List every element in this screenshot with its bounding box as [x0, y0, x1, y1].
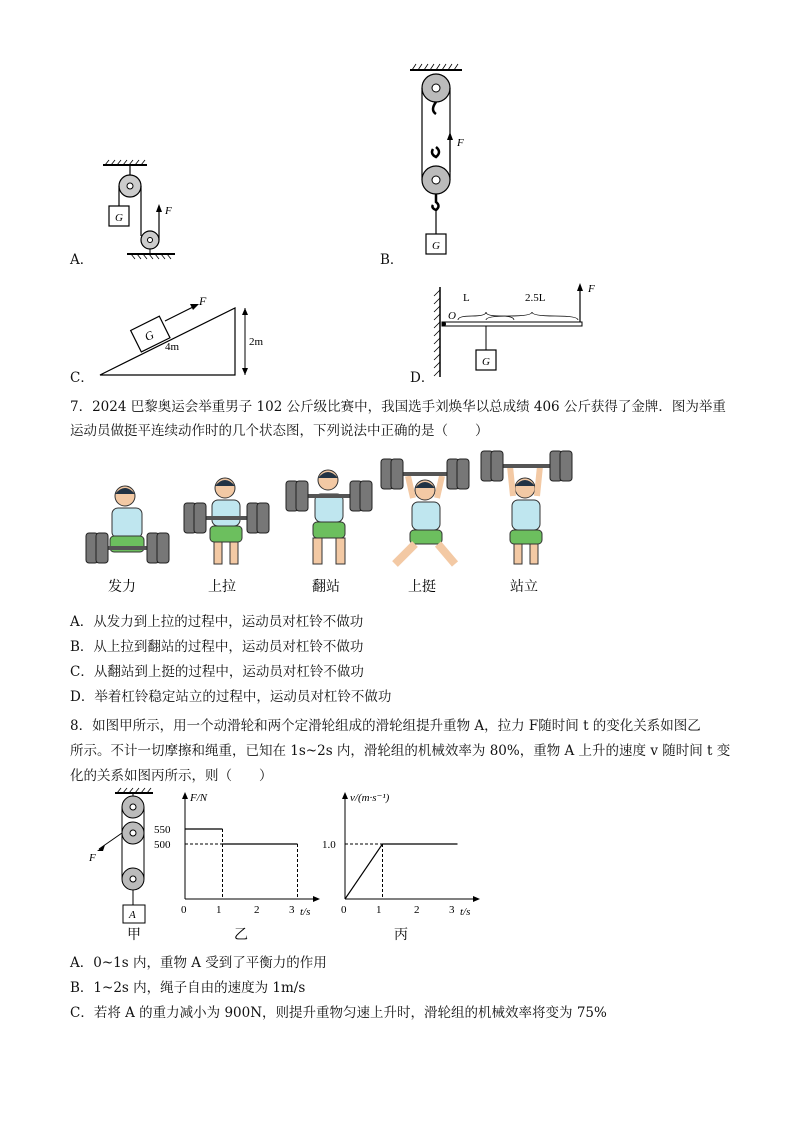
x-tick-label: 0: [181, 904, 187, 916]
force-label: F: [588, 283, 595, 295]
weight-label: G: [142, 327, 157, 344]
stage-fali-figure: [86, 486, 169, 595]
weight-label: G: [482, 356, 490, 368]
figure-q6-b: [400, 62, 490, 262]
option-label-b: B．: [380, 252, 404, 268]
force-arrow-icon: [97, 845, 105, 851]
stage-label: 站立: [510, 579, 538, 595]
x-tick-label: 2: [254, 904, 260, 916]
force-arrow-icon: [577, 283, 583, 291]
chart-q8-yi: [150, 787, 325, 942]
y-axis-label: F/N: [190, 792, 208, 804]
weight-label: G: [115, 212, 123, 224]
q8-option-b: B．1~2s 内，绳子自由的速度为 1m/s: [70, 980, 306, 996]
q7-option-a: A．从发力到上拉的过程中，运动员对杠铃不做功: [70, 614, 364, 630]
long-arm-label: 2.5L: [525, 292, 546, 304]
chart-q8-bing: [320, 787, 490, 942]
figure-q6-d: [430, 282, 605, 382]
x-tick-label: 3: [289, 904, 295, 916]
weightlifting-stages-figure: [80, 448, 580, 598]
q8-stem-line2: 所示。不计一切摩擦和绳重，已知在 1s~2s 内，滑轮组的机械效率为 80%，重物 A 上升的速度 v 随时间 t 变: [70, 743, 731, 759]
series-line: [345, 844, 383, 899]
option-label-d: D．: [410, 370, 435, 386]
slope-length-label: 4m: [165, 341, 180, 353]
force-label: F: [165, 205, 172, 217]
q8-stem-line3: 化的关系如图丙所示，则（ ）: [70, 768, 273, 784]
q7-option-c: C．从翻站到上挺的过程中，运动员对杠铃不做功: [70, 664, 364, 680]
force-label: F: [457, 137, 464, 149]
x-axis-label: t/s: [300, 906, 311, 918]
figure-caption: 乙: [234, 927, 248, 942]
height-label: 2m: [249, 336, 264, 348]
q7-option-b: B．从上拉到翻站的过程中，运动员对杠铃不做功: [70, 639, 364, 655]
force-label: F: [89, 852, 96, 864]
stage-fanzhan-figure: [286, 470, 372, 595]
q7-stem-line1: 7．2024 巴黎奥运会举重男子 102 公斤级比赛中，我国选手刘焕华以总成绩 406 公斤获得了金牌．图为举重: [70, 399, 726, 415]
q8-stem-line1: 8．如图甲所示，用一个动滑轮和两个定滑轮组成的滑轮组提升重物 A，拉力 F随时间 t 的变化关系如图乙: [70, 718, 701, 734]
force-arrow-icon: [156, 204, 162, 212]
option-label-c: C．: [70, 370, 94, 386]
figure-caption: 丙: [394, 927, 408, 942]
y-axis-label: v/(m·s⁻¹): [350, 792, 390, 804]
stage-label: 发力: [108, 579, 136, 595]
stage-shangting-figure: [381, 459, 469, 595]
y-tick-label: 500: [154, 839, 171, 851]
stage-label: 上挺: [408, 579, 436, 595]
force-arrow-icon: [190, 304, 199, 310]
stage-label: 翻站: [312, 579, 340, 595]
q7-option-d: D．举着杠铃稳定站立的过程中，运动员对杠铃不做功: [70, 689, 392, 705]
pivot-label: O: [448, 310, 456, 322]
x-tick-label: 0: [341, 904, 347, 916]
stage-zhanli-figure: [481, 451, 572, 595]
q8-option-c: C．若将 A 的重力减小为 900N，则提升重物匀速上升时，滑轮组的机械效率将变为 75%: [70, 1005, 607, 1021]
weight-label: G: [432, 240, 440, 252]
x-axis-label: t/s: [460, 906, 471, 918]
y-tick-label: 550: [154, 824, 171, 836]
x-tick-label: 1: [216, 904, 222, 916]
stage-shangla-figure: [184, 478, 269, 595]
q8-option-a: A．0~1s 内，重物 A 受到了平衡力的作用: [70, 955, 327, 971]
x-tick-label: 3: [449, 904, 455, 916]
force-label: F: [199, 294, 207, 308]
x-tick-label: 2: [414, 904, 420, 916]
y-tick-label: 1.0: [322, 839, 336, 851]
figure-q6-a: [95, 158, 185, 263]
figure-caption: 甲: [127, 927, 141, 942]
force-arrow-icon: [447, 132, 453, 140]
weight-label: A: [129, 909, 136, 921]
x-tick-label: 1: [376, 904, 382, 916]
figure-q6-c: [95, 293, 275, 383]
q7-stem-line2: 运动员做挺平连续动作时的几个状态图，下列说法中正确的是（ ）: [70, 423, 489, 439]
stage-label: 上拉: [208, 579, 236, 595]
option-label-a: A．: [70, 252, 94, 268]
short-arm-label: L: [463, 292, 470, 304]
